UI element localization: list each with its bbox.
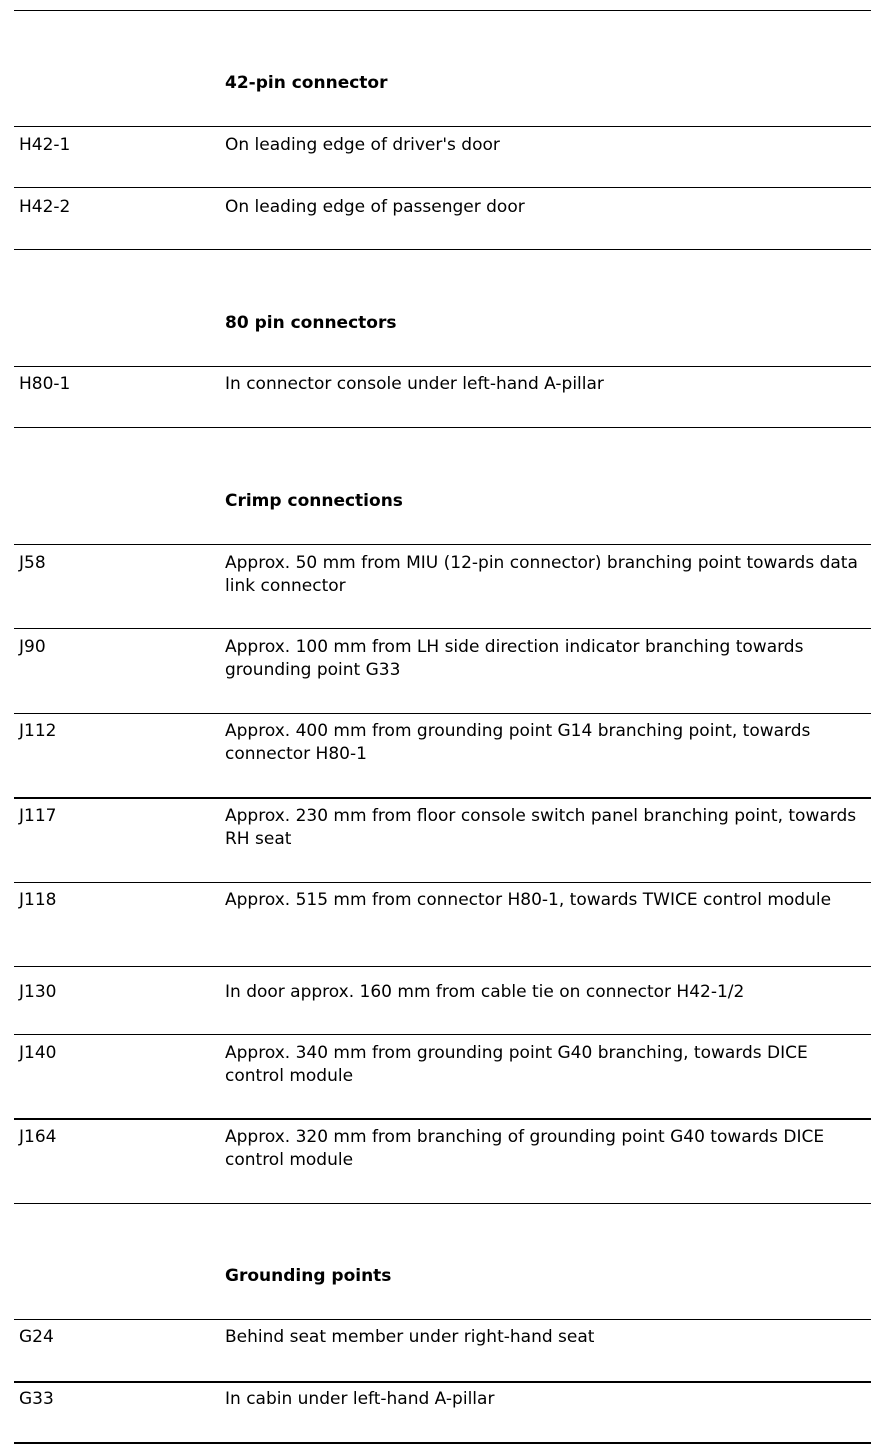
divider [14, 1381, 871, 1383]
row-description: Approx. 230 mm from floor console switch panel branching point, towards RH seat [225, 806, 857, 849]
row-code: G33 [19, 1389, 54, 1409]
divider [14, 126, 871, 127]
section-heading: Grounding points [225, 1266, 392, 1286]
divider [14, 187, 871, 188]
row-code: H42-2 [19, 197, 71, 217]
row-description: On leading edge of driver's door [225, 135, 500, 155]
section-heading: Crimp connections [225, 491, 403, 511]
divider-bottom [14, 1442, 871, 1444]
row-description: Approx. 515 mm from connector H80-1, towards TWICE control module [225, 890, 832, 910]
divider [14, 1203, 871, 1204]
row-description: Approx. 320 mm from branching of grounding point G40 towards DICE control module [225, 1127, 825, 1170]
row-code: J130 [19, 982, 57, 1002]
row-code: J112 [19, 721, 57, 741]
row-code: J117 [19, 806, 57, 826]
divider [14, 427, 871, 428]
row-code: G24 [19, 1327, 54, 1347]
divider [14, 966, 871, 967]
divider [14, 1118, 871, 1120]
divider [14, 882, 871, 883]
row-code: J164 [19, 1127, 57, 1147]
row-description: Approx. 400 mm from grounding point G14 branching point, towards connector H80-1 [225, 721, 811, 764]
divider [14, 1034, 871, 1035]
divider-top [14, 10, 871, 11]
divider [14, 628, 871, 629]
section-heading: 80 pin connectors [225, 313, 397, 333]
row-description: In cabin under left-hand A-pillar [225, 1389, 495, 1409]
divider [14, 249, 871, 250]
divider [14, 1319, 871, 1320]
row-description: Approx. 50 mm from MIU (12-pin connector) branching point towards data link connector [225, 553, 858, 596]
row-description: On leading edge of passenger door [225, 197, 525, 217]
row-code: J58 [19, 553, 46, 573]
row-description: Approx. 100 mm from LH side direction indicator branching towards grounding point G33 [225, 637, 804, 680]
divider [14, 713, 871, 714]
row-description: Approx. 340 mm from grounding point G40 branching, towards DICE control module [225, 1043, 808, 1086]
row-description: In connector console under left-hand A-pillar [225, 374, 604, 394]
divider [14, 797, 871, 799]
divider [14, 544, 871, 545]
row-code: J90 [19, 637, 46, 657]
section-heading: 42-pin connector [225, 73, 388, 93]
row-code: J118 [19, 890, 57, 910]
row-description: In door approx. 160 mm from cable tie on connector H42-1/2 [225, 982, 745, 1002]
row-code: H80-1 [19, 374, 71, 394]
row-code: H42-1 [19, 135, 71, 155]
row-code: J140 [19, 1043, 57, 1063]
divider [14, 366, 871, 367]
row-description: Behind seat member under right-hand seat [225, 1327, 595, 1347]
